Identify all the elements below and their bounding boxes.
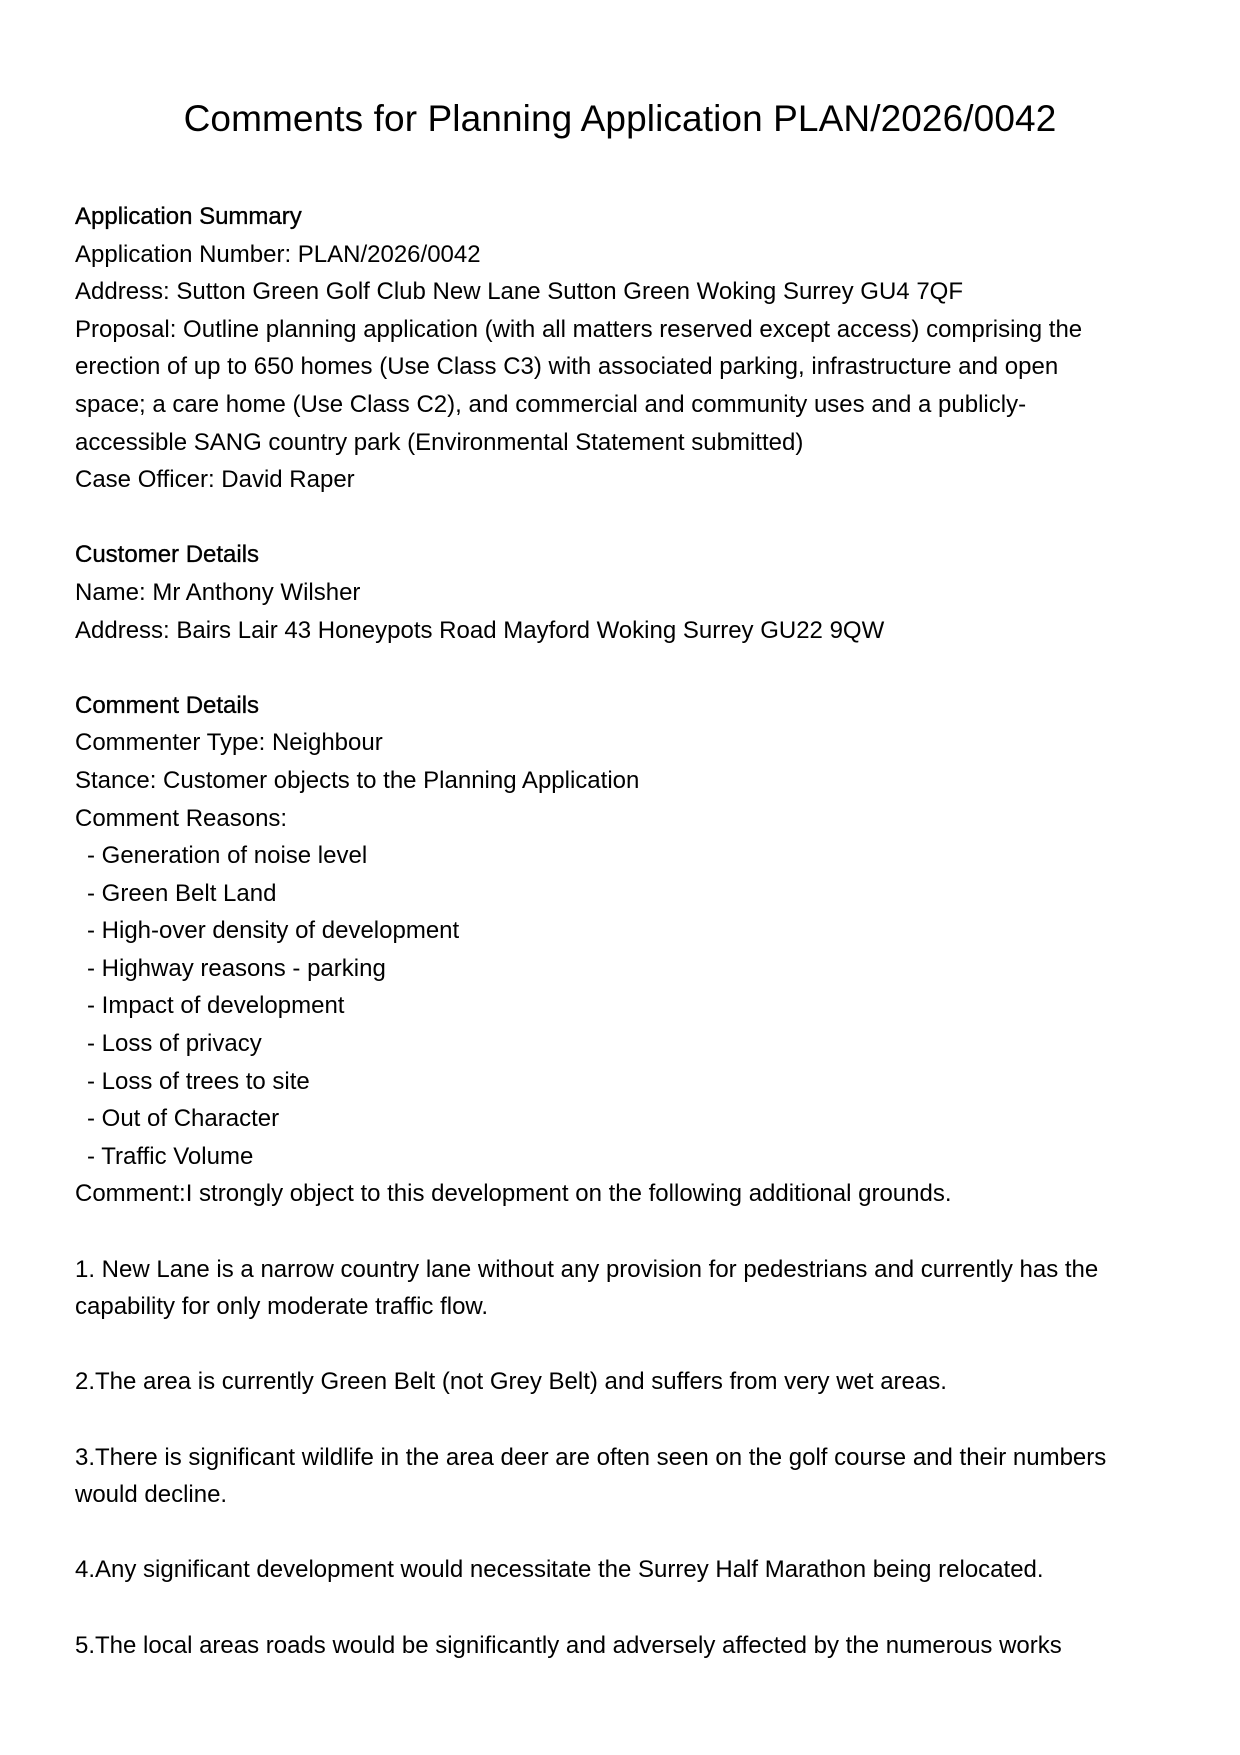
reason-item: - Out of Character — [87, 1105, 280, 1133]
paragraph-line: 3.There is significant wildlife in the area deer are often seen on the golf course and their numbers — [75, 1443, 1107, 1471]
customer-address: Address: Bairs Lair 43 Honeypots Road Mayford Woking Surrey GU22 9QW — [75, 616, 885, 644]
paragraph-line: 4.Any significant development would necessitate the Surrey Half Marathon being relocated. — [75, 1556, 1044, 1584]
paragraph-line: 5.The local areas roads would be significantly and adversely affected by the numerous works — [75, 1631, 1062, 1659]
comment-paragraph-1 — [75, 1251, 1165, 1326]
proposal-line-3: space; a care home (Use Class C2), and commercial and community uses and a publicly- — [75, 390, 1027, 418]
page-title: Comments for Planning Application PLAN/2026/0042 — [183, 98, 1057, 139]
reason-item: - Highway reasons - parking — [87, 954, 386, 982]
reason-item: - Loss of privacy — [87, 1030, 262, 1058]
reason-item: - High-over density of development — [87, 917, 460, 945]
case-officer: Case Officer: David Raper — [75, 466, 355, 494]
reason-item: - Generation of noise level — [87, 842, 368, 870]
comment-paragraph-5 — [75, 1627, 1165, 1665]
comment-paragraph-3 — [75, 1439, 1165, 1514]
commenter-type: Commenter Type: Neighbour — [75, 729, 383, 757]
comment-paragraph-4 — [75, 1551, 1165, 1589]
reason-item: - Loss of trees to site — [87, 1067, 310, 1095]
comment-reasons-list — [75, 837, 1165, 1175]
paragraph-line: would decline. — [75, 1481, 228, 1509]
application-address: Address: Sutton Green Golf Club New Lane Sutton Green Woking Surrey GU4 7QF — [75, 278, 963, 306]
reason-item: - Impact of development — [87, 992, 345, 1020]
customer-name: Name: Mr Anthony Wilsher — [75, 578, 361, 606]
document-content — [75, 198, 1165, 1664]
comment-paragraph-2 — [75, 1363, 1165, 1401]
customer-details-section — [75, 536, 1165, 649]
reason-item: - Traffic Volume — [87, 1142, 254, 1170]
paragraph-line: capability for only moderate traffic flow. — [75, 1293, 489, 1321]
comment-intro: Comment:I strongly object to this development on the following additional grounds. — [75, 1180, 952, 1208]
reason-item: - Green Belt Land — [87, 879, 277, 907]
paragraph-line: 1. New Lane is a narrow country lane without any provision for pedestrians and currently has the — [75, 1255, 1099, 1283]
proposal-line-2: erection of up to 650 homes (Use Class C3) with associated parking, infrastructure and open — [75, 353, 1059, 381]
application-summary-heading: Application Summary — [75, 203, 302, 230]
comment-details-section — [75, 687, 1165, 1664]
application-number: Application Number: PLAN/2026/0042 — [75, 240, 481, 268]
paragraph-line: 2.The area is currently Green Belt (not Grey Belt) and suffers from very wet areas. — [75, 1368, 947, 1396]
customer-details-heading: Customer Details — [75, 541, 260, 569]
proposal-line-4: accessible SANG country park (Environmental Statement submitted) — [75, 428, 804, 456]
application-summary-section — [75, 198, 1165, 499]
proposal-line-1: Proposal: Outline planning application (with all matters reserved except access) comprising the — [75, 315, 1083, 343]
comment-body — [75, 1251, 1165, 1665]
comment-reasons-label: Comment Reasons: — [75, 804, 288, 832]
comment-details-heading: Comment Details — [75, 691, 260, 719]
stance: Stance: Customer objects to the Planning Application — [75, 766, 640, 794]
